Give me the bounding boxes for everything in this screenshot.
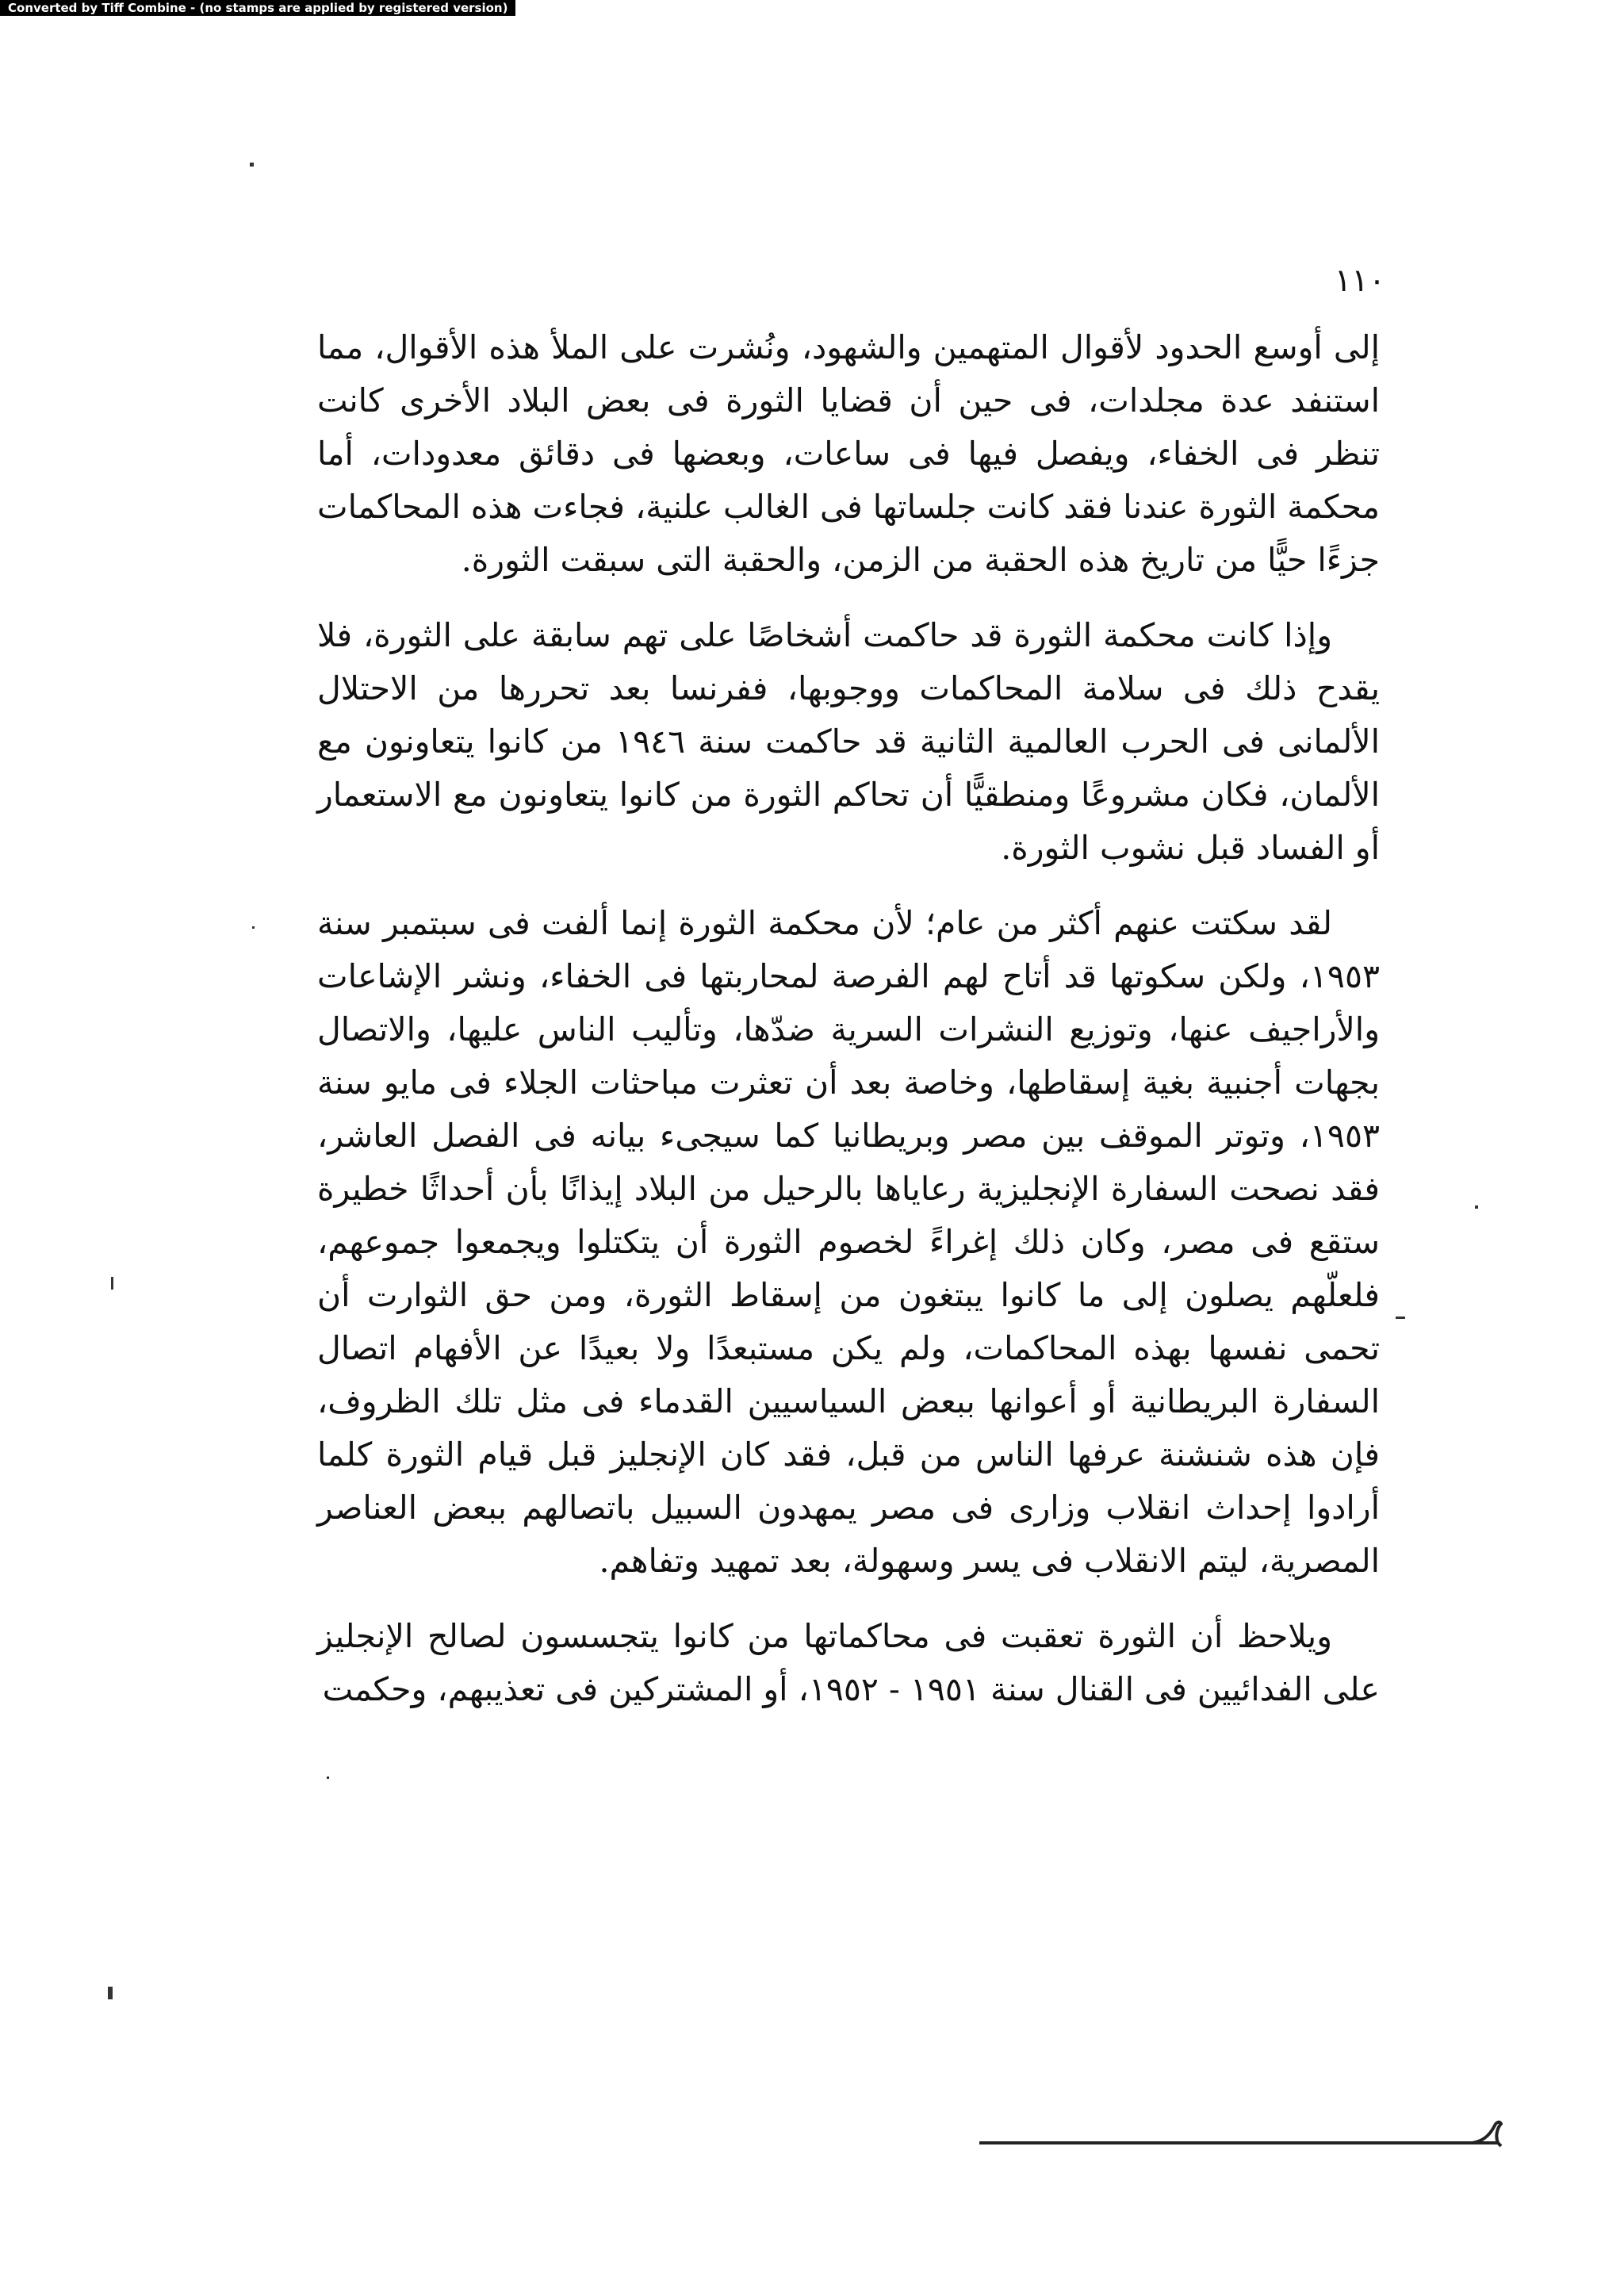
footer-flourish-icon [1471,2119,1503,2148]
scan-speck [1475,1205,1478,1209]
paragraph-2: وإذا كانت محكمة الثورة قد حاكمت أشخاصًا على تهم سابقة على الثورة، فلا يقدح ذلك فى سلامة المحاكمات ووجوبها، ففرنسا بعد تحررها من الاحتلال الألمانى فى الحرب العالمية الثانية قد حاكمت سنة ١٩٤٦ من كانوا يتعاونون مع الألمان، فكان مشروعًا ومنطقيًّا أن تحاكم الثورة من كانوا يتعاونون مع الاستعمار أو الفساد قبل نشوب الثورة. [317,616,1380,867]
scan-speck [111,1277,113,1290]
scan-speck [327,1776,329,1779]
scan-speck [250,163,254,167]
paragraph-3: لقد سكتت عنهم أكثر من عام؛ لأن محكمة الثورة إنما ألفت فى سبتمبر سنة ١٩٥٣، ولكن سكوتها قد أتاح لهم الفرصة لمحاربتها فى الخفاء، ونشر الإشاعات والأراجيف عنها، وتوزيع النشرات السرية ضدّها، وتأليب الناس عليها، والاتصال بجهات أجنبية بغية إسقاطها، وخاصة بعد أن تعثرت مباحثات الجلاء فى مايو سنة ١٩٥٣، وتوتر الموقف بين مصر وبريطانيا كما سيجىء بيانه فى الفصل العاشر، فقد نصحت السفارة الإنجليزية رعاياها بالرحيل من البلاد إيذانًا بأن أحداثًا خطيرة ستقع فى مصر، وكان ذلك إغراءً لخصوم الثورة أن يتكتلوا ويجمعوا جموعهم، فلعلّهم يصلون إلى ما كانوا يبتغون من إسقاط الثورة، ومن حق الثوارت أن تحمى نفسها بهذه المحاكمات، ولم يكن مستبعدًا ولا بعيدًا عن الأفهام اتصال السفارة البريطانية أو أعوانها ببعض السياسيين القدماء فى مثل تلك الظروف، فإن هذه شنشنة عرفها الناس من قبل، فقد كان الإنجليز قبل قيام الثورة كلما أرادوا إحداث انقلاب وزارى فى مصر يمهدون السبيل باتصالهم ببعض العناصر المصرية، ليتم الانقلاب فى يسر وسهولة، بعد تمهيد وتفاهم. [317,904,1380,1580]
body-text [317,321,1380,1738]
page-number: ١١٠ [1334,263,1386,299]
scan-speck [108,1987,113,1999]
conversion-banner: Converted by Tiff Combine - (no stamps are applied by registered version) [0,0,515,16]
scan-speck [252,926,255,929]
paragraph-1: إلى أوسع الحدود لأقوال المتهمين والشهود، ونُشرت على الملأ هذه الأقوال، مما استنفد عدة مجلدات، فى حين أن قضايا الثورة فى بعض البلاد الأخرى كانت تنظر فى الخفاء، ويفصل فيها فى ساعات، وبعضها فى دقائق معدودات، أما محكمة الثورة عندنا فقد كانت جلساتها فى الغالب علنية، فجاءت هذه المحاكمات جزءًا حيًّا من تاريخ هذه الحقبة من الزمن، والحقبة التى سبقت الثورة. [316,328,1380,579]
footer-rule [979,2141,1499,2144]
scan-speck [1396,1317,1405,1319]
paragraph-4: ويلاحظ أن الثورة تعقبت فى محاكماتها من كانوا يتجسسون لصالح الإنجليز على الفدائيين فى القنال سنة ١٩٥١ - ١٩٥٢، أو المشتركين فى تعذيبهم، وحكمت [317,1617,1380,1708]
